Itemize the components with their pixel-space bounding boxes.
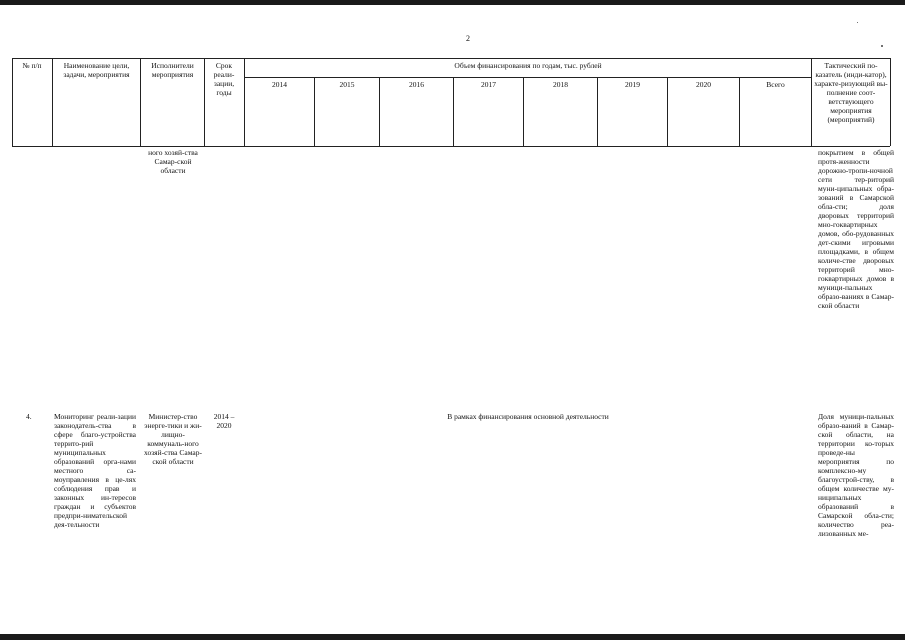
continuation-executor: ного хозяй-ства Самар-ской области: [148, 148, 198, 175]
grid-line: [890, 58, 891, 146]
header-year-total: Всего: [766, 80, 785, 89]
row4-funding: В рамках финансирования основной деятельности: [447, 412, 609, 421]
header-indicator: Тактический по-казатель (инди-катор), характе-ризующий вы-полнение соот-ветствующего мероприятия (мероприятий): [814, 61, 888, 124]
scan-speck: [881, 45, 883, 47]
grid-line: [12, 146, 890, 147]
grid-line: [811, 58, 812, 146]
scan-bottom-edge: [0, 634, 905, 640]
page-number: 2: [466, 34, 470, 43]
header-year: 2015: [339, 80, 355, 89]
header-funding: Объем финансирования по годам, тыс. рублей: [454, 61, 602, 70]
header-year: 2018: [553, 80, 568, 89]
scan-top-edge: [0, 0, 905, 5]
grid-line: [244, 77, 811, 78]
row4-executor: Министер-ство энерге-тики и жи-лищно-коммуналь-ного хозяй-ства Самар-ской области: [144, 412, 202, 466]
header-year: 2020: [696, 80, 711, 89]
header-year: 2019: [625, 80, 640, 89]
row4-num: 4.: [26, 412, 32, 421]
grid-line: [244, 58, 245, 146]
row4-indicator: Доля муници-пальных образо-ваний в Самар-ской области, на территории ко-торых проведе-ны мероприятия по комплексно-му благоустрой-ству, в общем количестве му-ниципальных образований в Самарской обла-сти; количество реа-лизованных ме-: [818, 412, 894, 538]
scan-speck: [857, 22, 858, 23]
grid-line: [12, 58, 890, 59]
header-executor: Исполнители мероприятия: [151, 61, 194, 79]
row4-name: Мониторинг реали-зации законодатель-ства в сфере благо-устройства террито-рий муниципальных образований орга-нами местного са-моуправления в це-лях соблюдения прав и законных ин-тересов граждан и субъектов предпри-нимательской дея-тельности: [54, 412, 136, 529]
header-year: 2014: [272, 80, 287, 89]
header-num: № п/п: [22, 61, 42, 70]
continuation-indicator: покрытием в общей протя-женности дорожно-тропи-ночной сети тер-риторий муни-ципальных обра-зований в Самарской обла-сти; доля дворовых территорий мно-гоквартирных домов, обо-рудованных дет-скими игровыми площадками, в общем количе-стве дворовых территорий мно-гоквартирных домов в муници-пальных образо-ваниях в Самар-ской области: [818, 148, 894, 310]
header-year: 2016: [409, 80, 424, 89]
header-term: Срок реали-зации, годы: [213, 61, 235, 97]
grid-line: [12, 58, 13, 146]
row4-term: 2014 – 2020: [213, 412, 235, 430]
header-name: Наименование цели, задачи, мероприятия: [63, 61, 130, 79]
grid-line: [140, 58, 141, 146]
header-year: 2017: [481, 80, 496, 89]
grid-line: [52, 58, 53, 146]
grid-line: [204, 58, 205, 146]
